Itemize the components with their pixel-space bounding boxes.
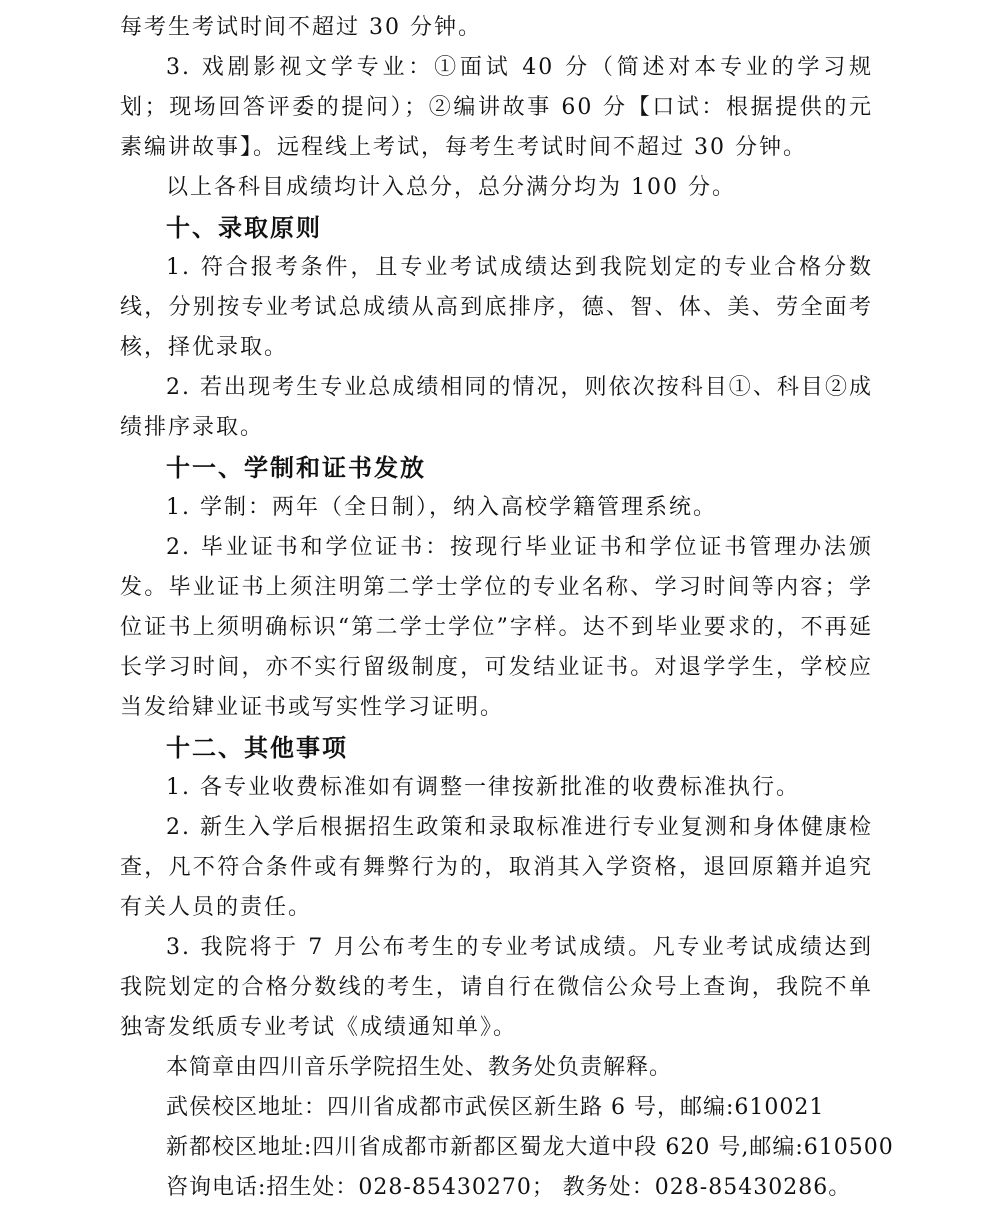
section12-item2-paragraph: 2. 新生入学后根据招生政策和录取标准进行专业复测和身体健康检查，凡不符合条件或有舞弊行为的，取消其入学资格，退回原籍并追究有关人员的责任。 (120, 815, 873, 920)
section10-item2-paragraph: 2. 若出现考生专业总成绩相同的情况，则依次按科目①、科目②成绩排序录取。 (120, 375, 873, 440)
interpretation-note: 本简章由四川音乐学院招生处、教务处负责解释。 (166, 1055, 673, 1080)
section12-item3-paragraph: 3. 我院将于 7 月公布考生的专业考试成绩。凡专业考试成绩达到我院划定的合格分数线的考生，请自行在微信公众号上查询，我院不单独寄发纸质专业考试《成绩通知单》。 (120, 935, 873, 1040)
section11-heading: 十一、学制和证书发放 (166, 454, 426, 482)
section9-tail-paragraph: 每考生考试时间不超过 30 分钟。 (120, 15, 482, 40)
section9-item3-paragraph: 3. 戏剧影视文学专业：①面试 40 分（简述对本专业的学习规划；现场回答评委的提问）；②编讲故事 60 分【口试：根据提供的元素编讲故事】。远程线上考试，每考生考试时间不超过 30 分钟。 (120, 55, 873, 160)
section11-item1-paragraph: 1. 学制：两年（全日制），纳入高校学籍管理系统。 (166, 495, 717, 520)
wuhou-campus-address: 武侯校区地址：四川省成都市武侯区新生路 6 号，邮编:610021 (166, 1095, 825, 1120)
section12-item1-paragraph: 1. 各专业收费标准如有调整一律按新批准的收费标准执行。 (166, 775, 800, 800)
xindu-campus-address: 新都校区地址:四川省成都市新都区蜀龙大道中段 620 号,邮编:610500 (166, 1135, 894, 1160)
contact-phone: 咨询电话:招生处：028-85430270； 教务处：028-85430286。 (166, 1175, 852, 1200)
section12-heading: 十二、其他事项 (166, 734, 348, 762)
section9-total-paragraph: 以上各科目成绩均计入总分，总分满分均为 100 分。 (166, 175, 736, 200)
section11-item2-paragraph: 2. 毕业证书和学位证书：按现行毕业证书和学位证书管理办法颁发。毕业证书上须注明第二学士学位的专业名称、学习时间等内容；学位证书上须明确标识“第二学士学位”字样。达不到毕业要求的，不再延长学习时间，亦不实行留级制度，可发结业证书。对退学学生，学校应当发给肄业证书或写实性学习证明。 (120, 535, 873, 720)
section10-item1-paragraph: 1. 符合报考条件，且专业考试成绩达到我院划定的专业合格分数线，分别按专业考试总成绩从高到底排序，德、智、体、美、劳全面考核，择优录取。 (120, 255, 873, 360)
section10-heading: 十、录取原则 (166, 214, 322, 242)
